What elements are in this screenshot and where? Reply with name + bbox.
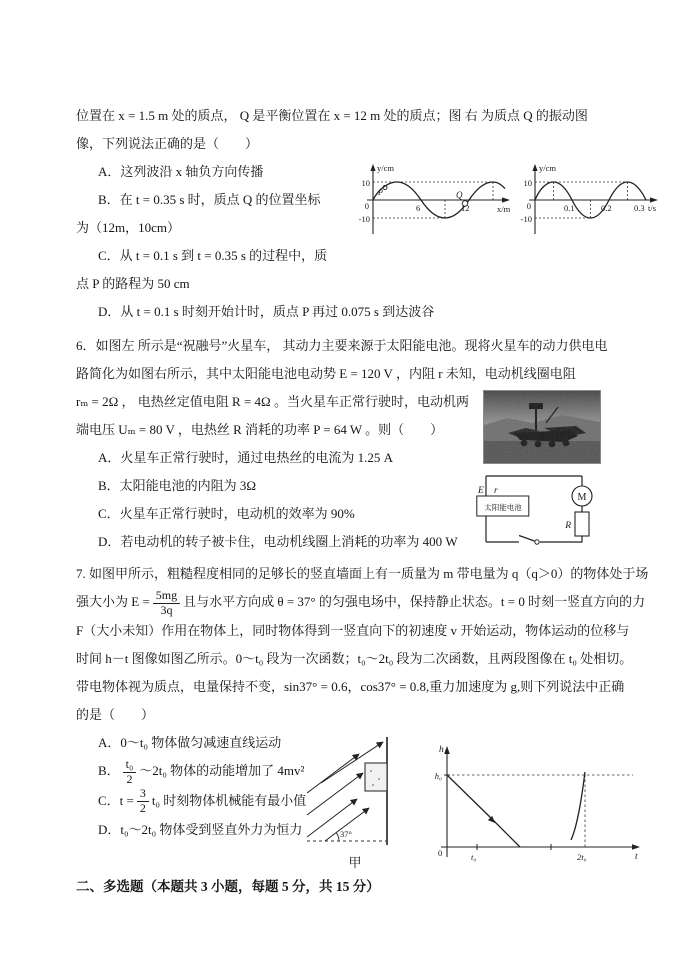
t-axis-arrow [632,845,640,851]
battery-label: 太阳能电池 [484,503,522,512]
q7-option-B-post: ～2t₀ 物体的动能增加了 4mv² [139,763,305,779]
q7-line-2a: 强大小为 E = [76,594,150,609]
ytick-10: 10 [361,178,370,188]
fraction-numerator: 5mg [153,589,180,604]
q6-option-A: A．火星车正常行驶时，通过电热丝的电流为 1.25 A [98,450,394,465]
t0-label: t₀ [471,852,477,863]
origin-label: 0 [438,848,443,859]
wall-field-diagram [305,733,405,855]
q5-option-C: C．从 t = 0.1 s 到 t = 0.35 s 的过程中，质 [98,248,328,263]
photo-grain [484,391,600,463]
rover-photo [483,390,601,464]
2t0-label: 2t₀ [577,852,587,863]
q7-line-6: 的是（ ） [76,707,155,723]
t-axis-unit: t/s [648,203,657,213]
angle-label: 37° [340,829,352,840]
q7-line-4: 时间 h－t 图像如图乙所示。0～t₀ 段为一次函数；t₀～2t₀ 段为二次函数，且两段图像在 t₀ 处相切。 [76,651,633,667]
ytick-10: 10 [523,178,532,188]
h-t-graph [419,739,643,867]
ytick-0: 0 [364,201,369,211]
q7-line-3: F（大小未知）作用在物体上，同时物体得到一竖直向下的初速度 v 开始运动，物体运动的位移与 [76,623,630,639]
emf-label: E [478,486,484,496]
y-axis-unit: y/cm [377,163,394,173]
descending-line-2 [493,820,520,847]
q7-figures [305,733,643,871]
q5-option-B: B．在 t = 0.35 s 时，质点 Q 的位置坐标 [98,192,321,207]
q6-line-3: rₘ = 2Ω ， 电热丝定值电阻 R = 4Ω 。当火星车正常行驶时，电动机两 [76,394,469,409]
y-axis-arrow [532,164,537,171]
resistor-icon [575,512,589,536]
q5-option-D: D．从 t = 0.1 s 时刻开始计时，质点 P 再过 0.075 s 到达波谷 [98,304,435,319]
point-P-label: P [378,188,383,197]
section-2-heading: 二、多选题（本题共 3 小题，每题 5 分，共 15 分） [76,879,380,895]
field-fraction [153,589,180,618]
h0-label: h₀ [434,771,442,782]
ytick-m10: -10 [358,214,370,224]
switch-terminal [535,540,539,544]
optB-fraction [123,758,137,787]
q5-line-1: 位置在 x = 1.5 m 处的质点， Q 是平衡位置在 x = 12 m 处的质点；图 右 为质点 Q 的振动图 [76,108,588,123]
q7-option-C-post: t₀ 时刻物体机械能有最小值 [151,792,307,808]
q7-option-C-pre: C．t = [98,792,134,808]
q6-option-D: D．若电动机的转子被卡住，电动机线圈上消耗的功率为 400 W [98,534,458,549]
xtick-12: 12 [461,203,470,213]
t-axis-arrow [650,197,658,202]
q6-option-B: B．太阳能电池的内阻为 3Ω [98,478,257,493]
rover-photo-art [484,391,600,463]
fraction-denominator: 3q [160,602,173,617]
q7-line-1: 7. 如图甲所示，粗糙程度相同的足够长的竖直墙面上有一质量为 m 带电量为 q（q＞0）的物体处于场 [76,566,649,581]
block-dot [378,779,380,781]
q5-option-A: A．这列波沿 x 轴负方向传播 [98,164,264,179]
angle-arc [336,833,339,841]
question-5 [76,102,661,326]
block-dot [372,785,374,787]
q7-line-2b: 且与水平方向成 θ = 37° 的匀强电场中，保持静止状态。t = 0 时刻一竖直方向的力 [183,594,646,609]
q6-option-C: C．火星车正常行驶时，电动机的效率为 90% [98,506,355,521]
resistor-label: R [565,521,571,531]
descending-line-1 [447,775,493,820]
figure-jia [305,733,405,871]
h-axis-label: h [439,745,444,756]
figure-jia-caption: 甲 [348,855,362,871]
wave-graph-x [353,160,513,240]
fraction-numerator: t₀ [123,758,137,773]
fraction-denominator: 2 [126,771,133,786]
q6-figures [475,390,609,556]
circuit-diagram [476,470,608,556]
q6-line-4: 端电压 Uₘ = 80 V ，电热丝 R 消耗的功率 P = 64 W 。则（ ） [76,422,444,437]
internal-r-label: r [494,486,498,496]
q7-option-A: A．0～t₀ 物体做匀减速直线运动 [98,735,282,751]
xtick-02: 0.2 [601,203,612,213]
optC-fraction [137,787,149,816]
wire-bottom-right [540,536,582,542]
motor-label: M [577,492,587,503]
q7-option-B-pre: B． [98,763,120,779]
ytick-m10: -10 [520,214,532,224]
ytick-0: 0 [526,201,531,211]
y-axis-arrow [370,164,375,171]
xtick-03: 0.3 [634,203,645,213]
charged-block [365,763,387,791]
q7-option-D: D．t₀～2t₀ 物体受到竖直外力为恒力 [98,821,303,837]
direction-arrow [488,816,495,823]
wave-graph-t [517,160,661,240]
q7-line-5: 带电物体视为质点，电量保持不变，sin37° = 0.6，cos37° = 0.8,重力加速度为 g,则下列说法中正确 [76,679,625,695]
q5-option-B-cont: 为（12m，10cm） [76,220,180,235]
t-axis-label: t [635,852,638,863]
q7-line-2 [76,588,661,617]
block-dot [370,771,372,773]
switch-lever [519,536,535,542]
question-7 [76,560,661,871]
q5-figures [353,160,661,240]
q5-line-2: 像，下列说法正确的是（ ） [76,136,259,151]
xtick-6: 6 [416,203,421,213]
question-6 [76,332,661,556]
fraction-numerator: 3 [137,787,149,802]
field-line [307,773,363,815]
h-axis-arrow [444,746,450,754]
xtick-01: 0.1 [564,203,575,213]
q6-line-2: 路简化为如图右所示，其中太阳能电池电动势 E = 120 V ，内阻 r 未知，电动机线圈电阻 [76,366,576,381]
q5-option-C-cont: 点 P 的路程为 50 cm [76,276,190,291]
point-Q-label: Q [456,190,463,200]
x-axis-unit: x/m [497,204,511,214]
q6-line-1: 6．如图左 所示是“祝融号”火星车， 其动力主要来源于太阳能电池。现将火星车的动力供电电 [76,338,608,353]
rising-curve [571,772,585,840]
x-axis-arrow [502,197,510,202]
y-axis-unit: y/cm [539,163,556,173]
fraction-denominator: 2 [139,801,146,816]
field-line [307,754,359,793]
